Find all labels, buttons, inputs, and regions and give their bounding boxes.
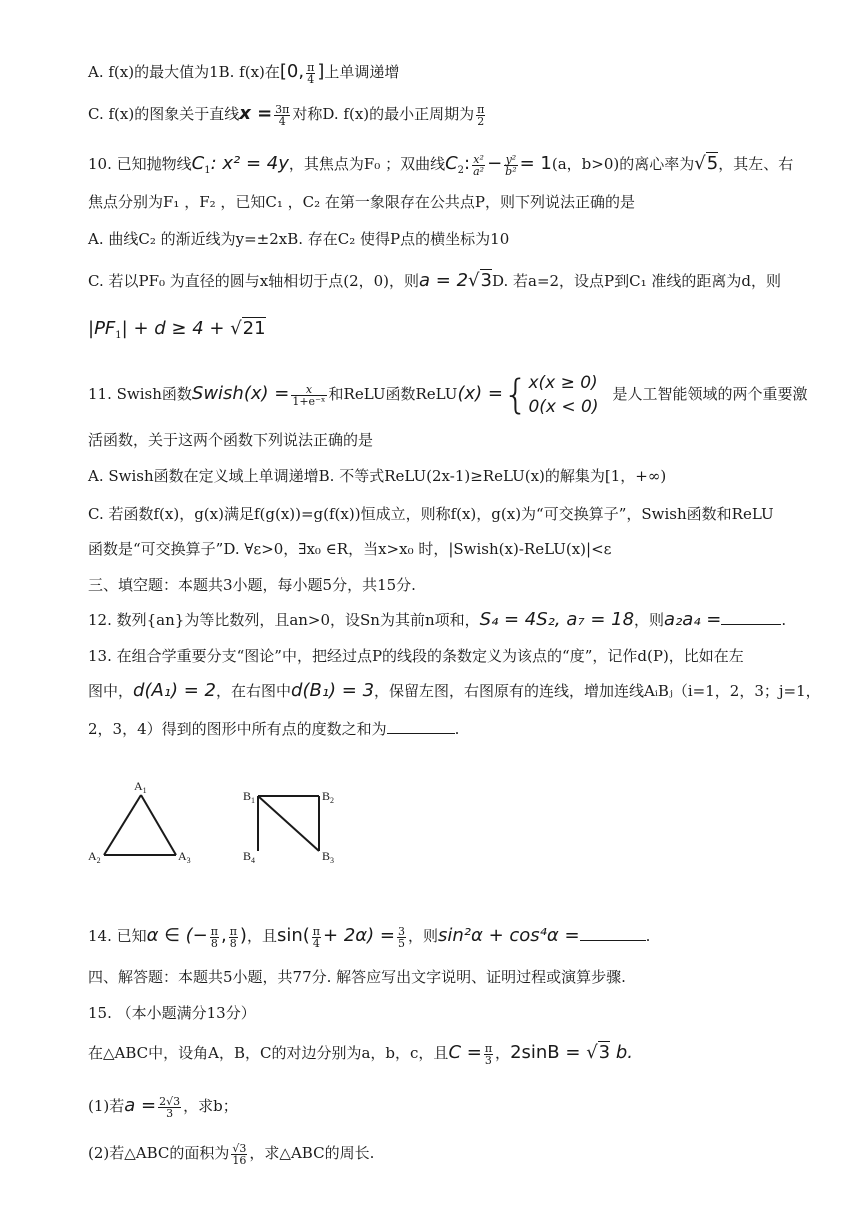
x2-over-a2 [472,154,485,177]
paren: ) [239,925,247,946]
math-expr: 2sinB = [510,1042,587,1063]
three-pi-over-4 [274,104,290,127]
text: ，其左、右 [718,155,794,173]
pi-over-2 [476,104,485,127]
math-expr: b. [610,1042,633,1063]
section-4-heading: 四、解答题：本题共5小题，共77分. 解答应写出文字说明、证明过程或演算步骤. [88,968,626,986]
eq-one: = 1 [519,153,552,174]
section-3-heading: 三、填空题：本题共3小题，每小题5分，共15分. [88,576,416,594]
q9-option-c-text: C. f(x)的图象关于直线 [88,105,240,123]
edge-a1-a3 [141,795,176,855]
text: ，则 [407,927,438,945]
text: ，在右图中 [216,682,292,700]
math-c: C [445,153,458,174]
pi-over-3 [484,1043,493,1066]
text: 12. 数列{an}为等比数列，且an>0，设Sn为其前n项和， [88,611,480,629]
three-fifths [397,926,406,949]
text: ，且 [246,927,277,945]
frac-num: π [484,1041,493,1055]
sqrt-sign: √ [468,270,480,291]
frac-num: π [477,102,485,116]
frac-num: 2√3 [159,1094,181,1108]
frac-den: 3 [484,1053,492,1067]
q9-option-d-text: 对称D. f(x)的最小正周期为 [292,105,475,123]
frac-num: x [291,384,326,396]
q13-line2 [88,678,828,704]
text: 14. 已知 [88,927,147,945]
sqrt-arg: 3 [598,1042,611,1063]
q12 [88,607,828,633]
q9-option-a-text: A. f(x)的最大值为1B. f(x)在 [88,63,280,81]
math-c: C [191,153,205,174]
text: 是人工智能领域的两个重要激 [612,385,808,403]
q11-option-c1: C. 若函数f(x)，g(x)满足f(g(x))=g(f(x))恒成立，则称f(x)，g(x)为“可交换算子”，Swish函数和ReLU [88,505,774,523]
text: C. 若以PF₀ 为直径的圆与x轴相切于点(2，0)，则 [88,272,420,290]
text: 在△ABC中，设角A，B，C的对边分别为a，b，c，且 [88,1044,449,1062]
frac-num: √3 [232,1141,247,1155]
pi-over-4 [312,926,321,949]
text: ，保留左图，右图原有的连线，增加连线AᵢBⱼ（i=1，2，3；j=1， [374,682,821,700]
frac-den: 5 [397,936,405,950]
math-expr: sin²α + cos⁴α = [437,925,580,946]
math-a-eq: a = 2 [419,270,469,291]
q15-part2 [88,1140,828,1166]
math-expr: α ∈ (− [146,925,208,946]
sqrt-arg: 5 [706,153,719,174]
q11-stem-line2: 活函数，关于这两个函数下列说法正确的是 [88,431,374,449]
interval-close: ] [317,61,325,82]
math-expr: S₄ = 4S₂, a₇ = 18 [479,609,635,630]
pi-over-4 [306,62,315,85]
label-b4: $B_4$ [243,849,256,865]
y2-over-b2 [504,154,517,177]
q9-option-ab [88,59,828,85]
root3-over-16 [231,1143,247,1166]
frac-den: 3 [166,1106,174,1120]
pi-over-8 [210,926,219,949]
sub: 1 [204,165,211,176]
text: ， [495,1044,511,1062]
frac-den: b² [505,164,517,178]
parabola-eq: : x² = 4y [210,153,289,174]
math-expr: C = [448,1042,482,1063]
frac-den: 8 [210,936,218,950]
label-b1: $B_1$ [243,789,256,805]
swish-def: Swish(x) = [191,383,290,404]
edge-a1-a2 [104,795,141,855]
sqrt-arg: 3 [480,270,492,291]
text: (1)若 [88,1097,125,1115]
q11-option-ab: A. Swish函数在定义域上单调递增B. 不等式ReLU(2x-1)≥ReLU(x)的解集为[1，+∞) [88,467,667,485]
q10-option-d-expr [88,316,828,349]
colon: : [464,153,471,174]
label-a1: $A_1$ [134,779,147,795]
frac-num: 3π [275,102,290,116]
label-b2: $B_2$ [322,789,335,805]
swish-frac [291,384,326,407]
sub: 1 [115,330,122,341]
text: ，求△ABC的周长. [249,1144,375,1162]
text: . [781,611,787,629]
case-1: x(x ≥ 0) [528,373,598,393]
text: ，则 [634,611,665,629]
q9-option-cd [88,101,828,127]
math-expr: d(A₁) = 2 [133,680,216,701]
frac-num: x² [473,152,484,166]
frac-num: y² [505,152,517,166]
text: 2，3，4）得到的图形中所有点的度数之和为 [88,720,387,738]
q9-option-b-tail: 上单调递增 [324,63,400,81]
q10-option-cd [88,268,828,294]
math-ineq: | + d ≥ 4 + [121,318,231,339]
q13-line3 [88,716,828,742]
math-expr: + 2α) = [323,925,395,946]
frac-num: π [210,924,218,938]
two-root3-over-3 [158,1096,181,1119]
q10-stem-line2: 焦点分别为F₁ ，F₂ ，已知C₁ ，C₂ 在第一象限存在公共点P，则下列说法正确的是 [88,193,635,211]
text: 10. 已知抛物线 [88,155,192,173]
text: . [454,720,460,738]
q10-option-ab: A. 曲线C₂ 的渐近线为y=±2xB. 存在C₂ 使得P点的横坐标为10 [88,230,510,248]
graph-figure [80,775,360,870]
frac-num: π [229,924,237,938]
label-b3: $B_3$ [322,849,335,865]
q13-line1: 13. 在组合学重要分支“图论”中，把经过点P的线段的条数定义为该点的“度”，记作d(P)，比如在左 [88,647,744,665]
sqrt-arg: 21 [242,318,266,339]
frac-den: 2 [477,114,485,128]
math-x-eq: x = [239,103,273,124]
pi-over-8 [229,926,238,949]
frac-num: π [307,60,315,74]
frac-num: π [312,924,321,938]
sqrt-sign: √ [586,1042,598,1063]
relu-def: (x) = [457,383,503,404]
left-brace: { [502,372,529,418]
square-graph [243,789,334,865]
case-2: 0(x < 0) [528,397,599,417]
triangle-graph [88,779,191,865]
q14 [88,923,828,949]
text: 和ReLU函数ReLU [328,385,458,403]
text: . [645,927,651,945]
text: (a，b>0)的离心率为 [551,155,695,173]
math-expr: a = [124,1095,157,1116]
math-pf: |PF [88,318,116,339]
relu-cases [528,371,598,419]
label-a3: $A_3$ [178,849,191,865]
text: ，求b； [183,1097,238,1115]
frac-den: 1+e⁻ˣ [292,394,326,408]
frac-den: 4 [278,114,286,128]
text: (2)若△ABC的面积为 [88,1144,230,1162]
comma: , [220,925,227,946]
frac-num: 3 [397,924,405,938]
answer-blank [387,719,455,734]
math-expr: a₂a₄ = [664,609,722,630]
edge-b1-b3 [258,796,319,851]
frac-den: 4 [307,72,315,86]
label-a2: $A_2$ [88,849,101,865]
sqrt-sign: √ [694,153,706,174]
sub: 2 [457,165,465,176]
q11-option-c2: 函数是“可交换算子”D. ∀ε>0，∃x₀ ∈R，当x>x₀ 时，|Swish(x)-ReLU(x)|<ε [88,540,612,558]
text: D. 若a=2，设点P到C₁ 准线的距离为d，则 [491,272,782,290]
frac-den: 4 [312,936,320,950]
frac-den: 16 [232,1153,247,1167]
interval-open: [0, [279,61,305,82]
math-sin: sin( [276,925,310,946]
q15-heading: 15. （本小题满分13分） [88,1004,256,1022]
frac-den: 8 [229,936,237,950]
sqrt-sign: √ [230,318,242,339]
minus: − [487,153,503,174]
math-expr: d(B₁) = 3 [291,680,375,701]
q15-stem [88,1040,828,1066]
answer-blank [580,926,646,941]
frac-den: a² [473,164,485,178]
q10-stem-line1 [88,151,828,184]
text: 11. Swish函数 [88,385,192,403]
q15-part1 [88,1093,828,1119]
text: ，其焦点为F₀ ；双曲线 [288,155,446,173]
q11-stem-line1 [88,368,828,420]
answer-blank [721,610,781,625]
text: 图中， [88,682,134,700]
